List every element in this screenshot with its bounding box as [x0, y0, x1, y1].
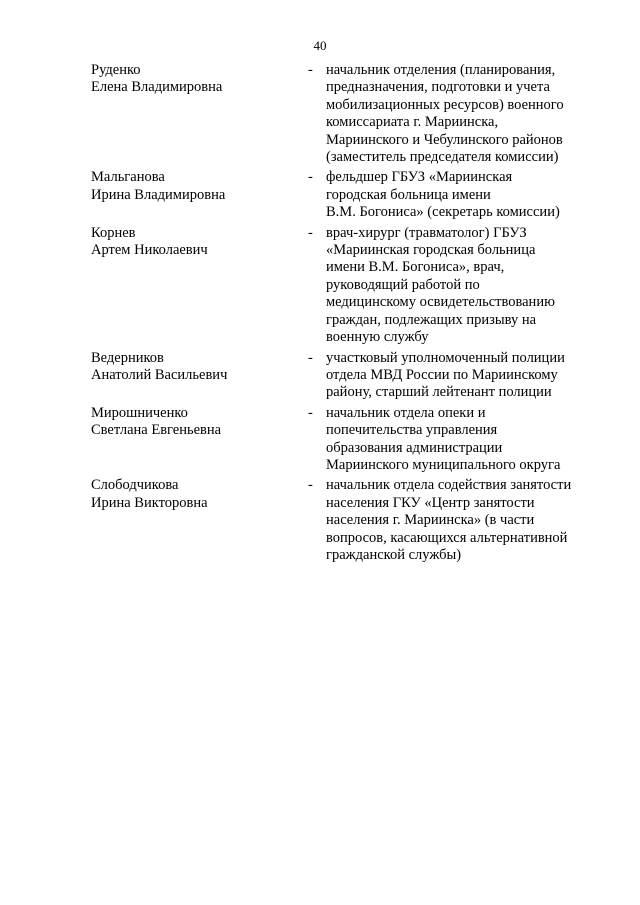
member-surname: Мальганова	[91, 169, 165, 186]
member-entry	[91, 225, 591, 347]
member-given-name: Анатолий Васильевич	[91, 366, 228, 383]
member-role: начальник отдела опеки и попечительства управления образования администрации Мариинского муниципального округа	[326, 404, 561, 473]
member-name	[91, 62, 308, 97]
member-surname: Мирошниченко	[91, 404, 188, 421]
member-name	[91, 405, 308, 440]
member-dash: -	[308, 349, 313, 366]
member-entry	[91, 350, 591, 402]
commission-member-list	[91, 62, 591, 567]
member-role: начальник отдела содействия занятости населения ГКУ «Центр занятости населения г. Мариинска» (в части вопросов, касающихся альтернативной гражданской службы)	[326, 477, 572, 563]
member-given-name: Артем Николаевич	[91, 242, 208, 259]
member-name	[91, 225, 308, 260]
member-given-name: Светлана Евгеньевна	[91, 422, 222, 439]
member-surname: Ведерников	[91, 349, 164, 366]
member-dash: -	[308, 62, 313, 78]
member-given-name: Ирина Викторовна	[91, 494, 208, 511]
member-dash: -	[308, 404, 313, 421]
member-given-name: Елена Владимировна	[91, 79, 223, 96]
member-name	[91, 477, 308, 512]
member-role: врач-хирург (травматолог) ГБУЗ «Мариинская городская больница имени В.М. Богониса», врач, руководящий работой по медицинскому освидетельствованию граждан, подлежащих призыву на военную службу	[326, 224, 555, 346]
member-given-name: Ирина Владимировна	[91, 186, 226, 203]
member-entry	[91, 169, 591, 221]
member-role: участковый уполномоченный полиции отдела МВД России по Мариинскому району, старший лейтенант полиции	[326, 349, 565, 401]
member-dash: -	[308, 169, 313, 186]
member-name	[91, 169, 308, 204]
member-entry	[91, 477, 591, 564]
page-number: 40	[313, 38, 327, 53]
member-role: начальник отделения (планирования, предназначения, подготовки и учета мобилизационных ресурсов) военного комиссариата г. Мариинска, Мариинского и Чебулинского районов (заместитель председателя комиссии)	[326, 62, 564, 166]
member-dash: -	[308, 224, 313, 241]
member-entry	[91, 62, 591, 166]
member-dash: -	[308, 477, 313, 494]
member-surname: Руденко	[91, 62, 141, 78]
member-surname: Корнев	[91, 224, 136, 241]
member-role: фельдшер ГБУЗ «Мариинская городская больница имени В.М. Богониса» (секретарь комиссии)	[326, 169, 560, 221]
member-name	[91, 350, 308, 385]
member-entry	[91, 405, 591, 475]
member-surname: Слободчикова	[91, 477, 179, 494]
